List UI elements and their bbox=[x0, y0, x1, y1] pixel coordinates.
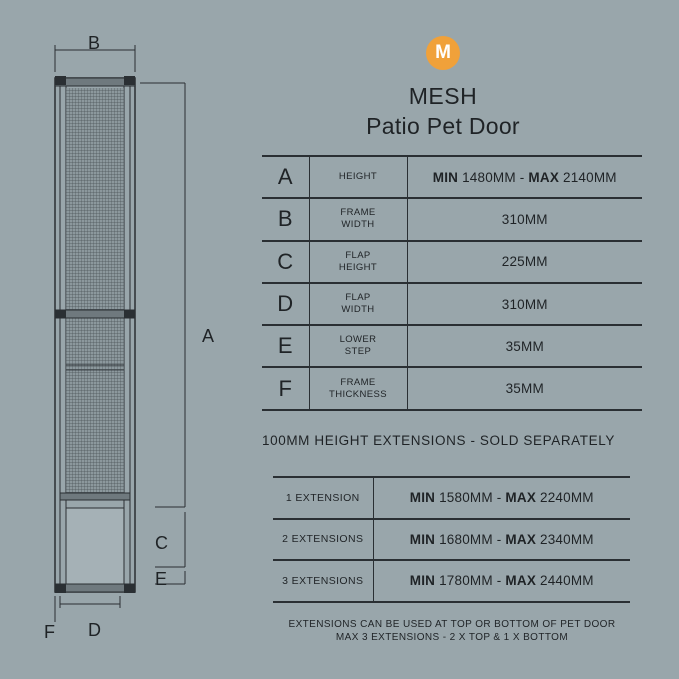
extension-value-part: 1680MM bbox=[439, 531, 493, 547]
dimension-label-line: WIDTH bbox=[341, 304, 375, 316]
dimension-key: E bbox=[262, 325, 309, 367]
extension-value bbox=[373, 560, 630, 602]
product-subtitle: Patio Pet Door bbox=[366, 113, 520, 139]
dimension-row-e bbox=[262, 325, 642, 367]
dimension-value: 35MM bbox=[407, 367, 642, 409]
dimension-row-c bbox=[262, 241, 642, 283]
dimension-key: D bbox=[262, 283, 309, 325]
dimension-label-line: WIDTH bbox=[341, 219, 375, 231]
dimension-value: 225MM bbox=[407, 241, 642, 283]
extensions-title bbox=[262, 433, 642, 448]
extension-value-part: 2440MM bbox=[539, 573, 594, 589]
footnote bbox=[262, 619, 642, 644]
dimension-value bbox=[407, 156, 642, 198]
dimension-label-f: F bbox=[44, 622, 55, 642]
extension-value-part: - bbox=[492, 490, 506, 506]
extension-label: 2 EXTENSIONS bbox=[273, 519, 373, 561]
extension-value-part: MAX bbox=[505, 490, 537, 506]
dimension-row-f bbox=[262, 367, 642, 409]
dimension-key: B bbox=[262, 198, 309, 240]
dimension-label bbox=[309, 198, 407, 240]
dimension-label bbox=[309, 241, 407, 283]
dimension-label-d: D bbox=[88, 620, 101, 640]
dimension-row-d bbox=[262, 283, 642, 325]
extension-value-part: MIN bbox=[409, 573, 436, 589]
extension-value-part: - bbox=[492, 573, 506, 589]
dimension-label-line: FLAP bbox=[345, 249, 371, 261]
dimension-key: F bbox=[262, 367, 309, 409]
dimension-key: A bbox=[262, 156, 309, 198]
dimension-label bbox=[309, 325, 407, 367]
extension-value-part: 2340MM bbox=[539, 531, 594, 547]
dimension-label bbox=[309, 156, 407, 198]
dimension-label-line: FRAME bbox=[340, 207, 376, 219]
dimension-label-e: E bbox=[155, 569, 168, 589]
extension-value bbox=[373, 519, 630, 561]
extension-row bbox=[273, 477, 630, 519]
product-title: MESH bbox=[408, 83, 478, 109]
extension-value bbox=[373, 477, 630, 519]
dimension-value: 35MM bbox=[407, 325, 642, 367]
footnote-line-1: EXTENSIONS CAN BE USED AT TOP OR BOTTOM OF PET DOOR bbox=[288, 619, 616, 630]
extensions-title-main: 100MM HEIGHT EXTENSIONS bbox=[262, 433, 467, 448]
dimension-row-b bbox=[262, 198, 642, 240]
dimension-label bbox=[309, 367, 407, 409]
extension-value-part: - bbox=[492, 531, 506, 547]
dimension-value-part: 2140MM bbox=[559, 169, 617, 185]
extensions-title-sub: - SOLD SEPARATELY bbox=[466, 433, 615, 448]
extension-row bbox=[273, 519, 630, 561]
footnote-line-2: MAX 3 EXTENSIONS - 2 X TOP & 1 X BOTTOM bbox=[335, 631, 569, 643]
extension-value-part: 2240MM bbox=[539, 490, 594, 506]
dimension-label-line: LOWER bbox=[339, 334, 377, 346]
extension-row bbox=[273, 560, 630, 602]
dimension-label-a: A bbox=[202, 326, 215, 346]
dimension-label-b: B bbox=[88, 33, 101, 53]
extension-value-part: MAX bbox=[505, 573, 537, 589]
dimension-label-c: C bbox=[155, 533, 168, 553]
extension-label: 3 EXTENSIONS bbox=[273, 560, 373, 602]
dimension-value: 310MM bbox=[407, 198, 642, 240]
extensions-table bbox=[273, 476, 630, 603]
dimension-row-a bbox=[262, 156, 642, 198]
dimension-key: C bbox=[262, 241, 309, 283]
extension-label: 1 EXTENSION bbox=[273, 477, 373, 519]
dimension-label bbox=[309, 283, 407, 325]
dimensions-table bbox=[262, 155, 642, 411]
extension-value-part: MAX bbox=[505, 531, 537, 547]
dimension-label-line: THICKNESS bbox=[329, 388, 387, 400]
extension-value-part: MIN bbox=[409, 531, 436, 547]
dimension-label-line: HEIGHT bbox=[338, 261, 378, 273]
dimension-label-line: STEP bbox=[344, 346, 372, 358]
extension-value-part: MIN bbox=[409, 490, 436, 506]
extension-value-part: 1580MM bbox=[439, 490, 493, 506]
dimension-value-part: MAX bbox=[528, 169, 560, 185]
dimension-value-part: MIN bbox=[432, 169, 459, 185]
dimension-label-line: HEIGHT bbox=[338, 171, 378, 183]
dimension-label-line: FRAME bbox=[340, 376, 376, 388]
dimension-value: 310MM bbox=[407, 283, 642, 325]
dimension-value-part: 1480MM - bbox=[458, 169, 529, 185]
brand-logo: M bbox=[426, 36, 460, 70]
dimension-label-line: FLAP bbox=[345, 292, 371, 304]
extension-value-part: 1780MM bbox=[439, 573, 493, 589]
